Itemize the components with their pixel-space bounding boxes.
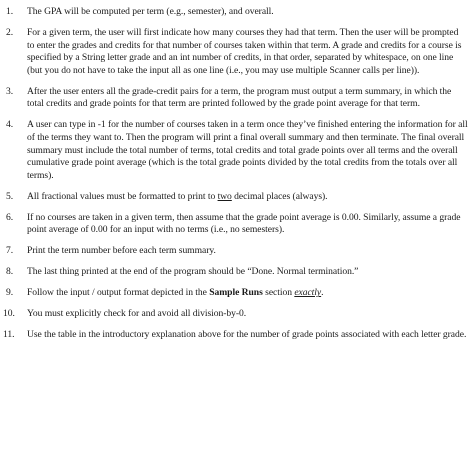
item-text: decimal places (always). — [231, 190, 328, 202]
list-item — [0, 287, 474, 300]
item-number: 8. — [6, 266, 14, 278]
item-number: 3. — [6, 85, 14, 97]
item-number: 11. — [3, 329, 15, 341]
item-number: 7. — [6, 245, 14, 257]
item-text: section — [262, 287, 295, 299]
item-number: 5. — [6, 190, 14, 202]
item-text: Follow the input / output format depicted in the — [27, 287, 210, 299]
list-item — [0, 6, 474, 19]
list-item — [0, 27, 474, 77]
item-text: . — [321, 287, 324, 299]
list-item — [0, 191, 474, 204]
item-text-emphasis: exactly — [294, 287, 322, 299]
item-text: After the user enters all the grade-credit pairs for a term, the program must output a term summary, in which the total credits and grade points for that term are printed followed by the grade point average for that term. — [27, 85, 452, 110]
item-text: For a given term, the user will first indicate how many courses they had that term. Then the user will be prompted to enter the grades and credits for that number of courses taken within that term. A grade and credits for a course is specified by a String letter grade and an int number of credits, in that order, separated by whitespace, on one line (but you do not have to take the input all as one line (i.e., you may use multiple Scanner calls per line)). — [27, 26, 462, 76]
item-text: Print the term number before each term summary. — [27, 245, 216, 257]
list-item — [0, 212, 474, 237]
item-number: 10. — [3, 308, 15, 320]
item-number: 1. — [6, 6, 14, 17]
item-number: 4. — [6, 119, 14, 131]
item-number: 9. — [6, 287, 14, 299]
list-item — [0, 266, 474, 279]
list-item — [0, 329, 474, 342]
item-number: 6. — [6, 211, 14, 223]
item-text: If no courses are taken in a given term, then assume that the grade point average is 0.00. Similarly, assume a grade point average of 0.00 for an input with no terms (i.e., no semesters). — [27, 211, 461, 236]
item-text: The last thing printed at the end of the program should be “Done. Normal termination.” — [27, 266, 359, 278]
item-text-bold: Sample Runs — [209, 287, 263, 299]
list-item — [0, 245, 474, 258]
item-text: Use the table in the introductory explanation above for the number of grade points associated with each letter grade. — [27, 329, 467, 341]
requirements-document — [0, 6, 474, 350]
list-item — [0, 308, 474, 321]
item-text: A user can type in -1 for the number of courses taken in a term once they’ve finished entering the information for all of the terms they want to. Then the program will print a final overall summary and then terminate. The final overall summary must include the total number of terms, total credits and total grade points over all terms and the overall cumulative grade point average (which is the total grade points divided by the total credits from the totals over all terms). — [27, 119, 468, 181]
list-item — [0, 119, 474, 182]
list-item — [0, 86, 474, 111]
item-text: You must explicitly check for and avoid all division-by-0. — [27, 308, 247, 320]
item-text: All fractional values must be formatted to print to — [27, 190, 218, 202]
item-text: The GPA will be computed per term (e.g., semester), and overall. — [27, 6, 274, 17]
item-text-underlined: two — [217, 190, 232, 202]
item-number: 2. — [6, 26, 14, 38]
